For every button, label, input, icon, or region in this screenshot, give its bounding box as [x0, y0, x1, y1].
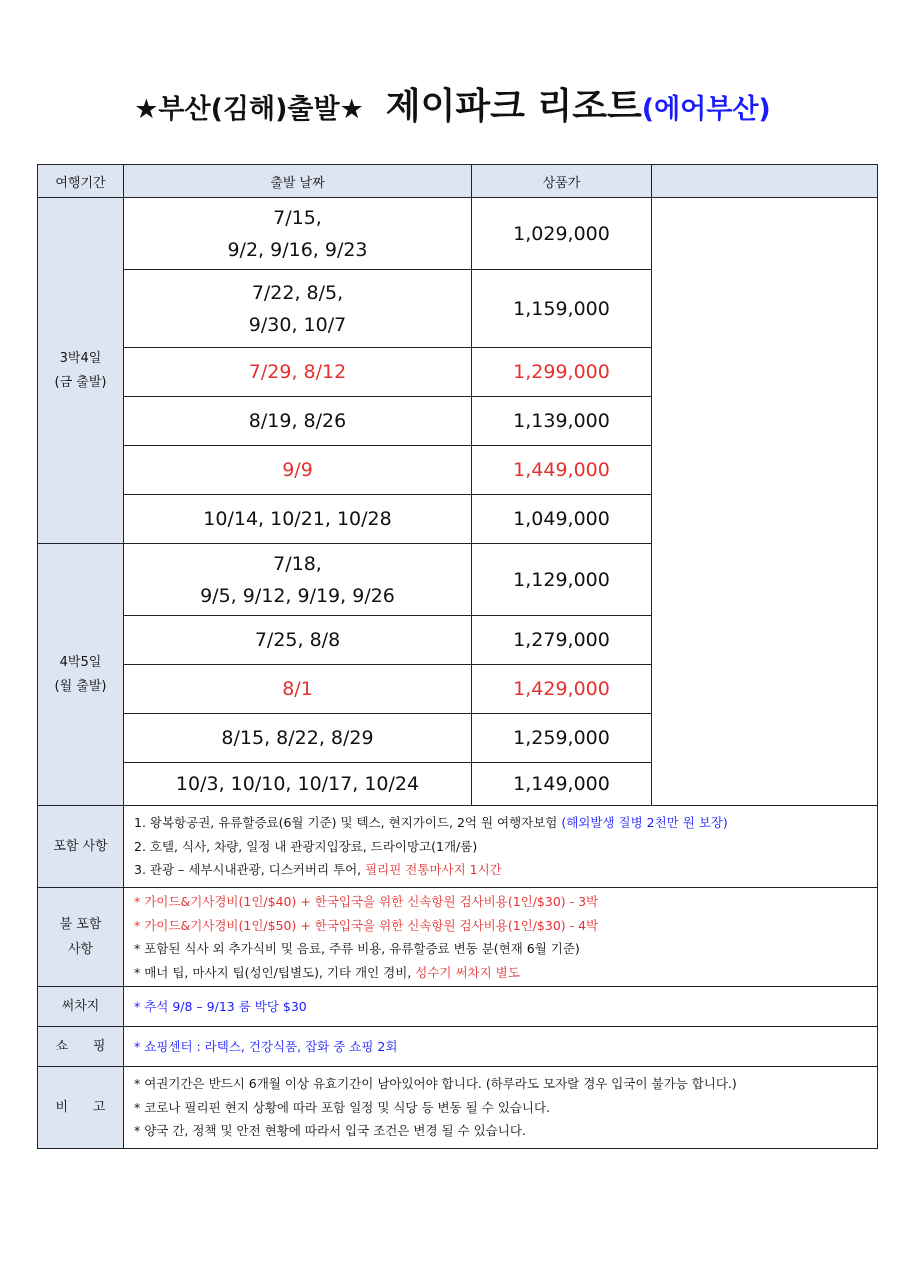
period-sub: (월 출발) — [54, 678, 107, 694]
included-line-1 — [134, 811, 877, 835]
surcharge-content: * 추석 9/8 – 9/13 룸 박당 $30 — [124, 987, 878, 1027]
header-price: 상품가 — [472, 165, 652, 198]
header-date: 출발 날짜 — [124, 165, 472, 198]
header-row — [38, 165, 878, 198]
remarks-row — [38, 1067, 878, 1149]
included-note: (해외발생 질병 2천만 원 보장) — [561, 815, 728, 831]
date-line: 7/15, — [273, 206, 322, 229]
price-cell: 1,449,000 — [472, 446, 652, 495]
price-cell: 1,139,000 — [472, 397, 652, 446]
remarks-content — [124, 1067, 878, 1149]
remarks-label: 비 고 — [38, 1067, 124, 1149]
price-cell: 1,149,000 — [472, 763, 652, 806]
surcharge-label: 써차지 — [38, 987, 124, 1027]
excluded-line-3: * 포함된 식사 외 추가식비 및 음료, 주류 비용, 유류할증료 변동 분(현재 6월 기준) — [134, 941, 580, 956]
page-title — [0, 78, 905, 129]
included-line-2: 2. 호텔, 식사, 차량, 일정 내 관광지입장료, 드라이망고(1개/룸) — [134, 838, 478, 854]
title-suffix: (에어부산) — [641, 94, 771, 125]
remarks-line-1: * 여권기간은 반드시 6개월 이상 유효기간이 남아있어야 합니다. (하루라도 모자랄 경우 입국이 불가능 합니다.) — [134, 1076, 737, 1092]
price-cell: 1,129,000 — [472, 544, 652, 616]
date-cell: 7/29, 8/12 — [124, 348, 472, 397]
date-cell: 8/15, 8/22, 8/29 — [124, 714, 472, 763]
price-cell: 1,259,000 — [472, 714, 652, 763]
excluded-label-line: 불 포함 — [59, 917, 102, 932]
surcharge-row — [38, 987, 878, 1027]
date-cell: 9/9 — [124, 446, 472, 495]
header-blank — [652, 165, 878, 198]
header-period: 여행기간 — [38, 165, 124, 198]
date-line: 9/30, 10/7 — [248, 313, 347, 336]
included-row — [38, 806, 878, 888]
price-cell: 1,159,000 — [472, 270, 652, 348]
included-line-3 — [134, 858, 877, 882]
date-cell: 10/3, 10/10, 10/17, 10/24 — [124, 763, 472, 806]
shopping-label: 쇼 핑 — [38, 1027, 124, 1067]
date-cell: 7/25, 8/8 — [124, 616, 472, 665]
included-content — [124, 806, 878, 888]
date-line: 9/2, 9/16, 9/23 — [227, 238, 368, 261]
included-text: 1. 왕복항공권, 유류할증료(6월 기준) 및 텍스, 현지가이드, 2억 원 여행자보험 — [134, 815, 562, 831]
excluded-label-line: 사항 — [67, 942, 94, 957]
included-text: 3. 관광 – 세부시내관광, 디스커버리 투어, — [134, 862, 366, 878]
date-cell: 8/19, 8/26 — [124, 397, 472, 446]
price-cell: 1,049,000 — [472, 495, 652, 544]
blank-column — [652, 198, 878, 806]
title-prefix: ★부산(김해)출발★ — [134, 94, 364, 125]
excluded-text: * 매너 팁, 마사지 팁(성인/팁별도), 기타 개인 경비, — [134, 964, 416, 980]
date-line: 7/18, — [273, 552, 322, 575]
date-cell — [124, 544, 472, 616]
date-cell — [124, 198, 472, 270]
date-cell: 10/14, 10/21, 10/28 — [124, 495, 472, 544]
excluded-note: 성수기 써차지 별도 — [415, 964, 520, 980]
title-main: 제이파크 리조트 — [385, 86, 642, 127]
date-line: 7/22, 8/5, — [251, 281, 344, 304]
remarks-line-3: * 양국 간, 정책 및 안전 현황에 따라서 입국 조건은 변경 될 수 있습니다. — [134, 1123, 526, 1139]
table-row — [38, 198, 878, 270]
shopping-row — [38, 1027, 878, 1067]
period-label: 3박4일 — [59, 350, 102, 366]
excluded-line-2: * 가이드&기사경비(1인/$50) + 한국입국을 위한 신속항원 검사비용(1인/$30) - 4박 — [134, 917, 599, 933]
excluded-label — [38, 888, 124, 987]
period-cell-3n4d — [38, 198, 124, 544]
price-cell: 1,029,000 — [472, 198, 652, 270]
excluded-row — [38, 888, 878, 987]
price-table — [37, 164, 878, 1149]
excluded-line-1: * 가이드&기사경비(1인/$40) + 한국입국을 위한 신속항원 검사비용(1인/$30) - 3박 — [134, 894, 599, 909]
remarks-line-2: * 코로나 필리핀 현지 상황에 따라 포함 일정 및 식당 등 변동 될 수 있습니다. — [134, 1099, 551, 1115]
excluded-line-4 — [134, 961, 877, 985]
included-note: 필리핀 전통마사지 1시간 — [365, 862, 502, 878]
price-cell: 1,279,000 — [472, 616, 652, 665]
period-cell-4n5d — [38, 544, 124, 806]
included-label: 포함 사항 — [38, 806, 124, 888]
excluded-content — [124, 888, 878, 987]
price-cell: 1,299,000 — [472, 348, 652, 397]
period-sub: (금 출발) — [54, 374, 107, 390]
period-label: 4박5일 — [59, 654, 102, 670]
date-line: 9/5, 9/12, 9/19, 9/26 — [200, 584, 395, 607]
date-cell — [124, 270, 472, 348]
shopping-content: * 쇼핑센터 : 라텍스, 건강식품, 잡화 중 쇼핑 2회 — [124, 1027, 878, 1067]
date-cell: 8/1 — [124, 665, 472, 714]
price-cell: 1,429,000 — [472, 665, 652, 714]
